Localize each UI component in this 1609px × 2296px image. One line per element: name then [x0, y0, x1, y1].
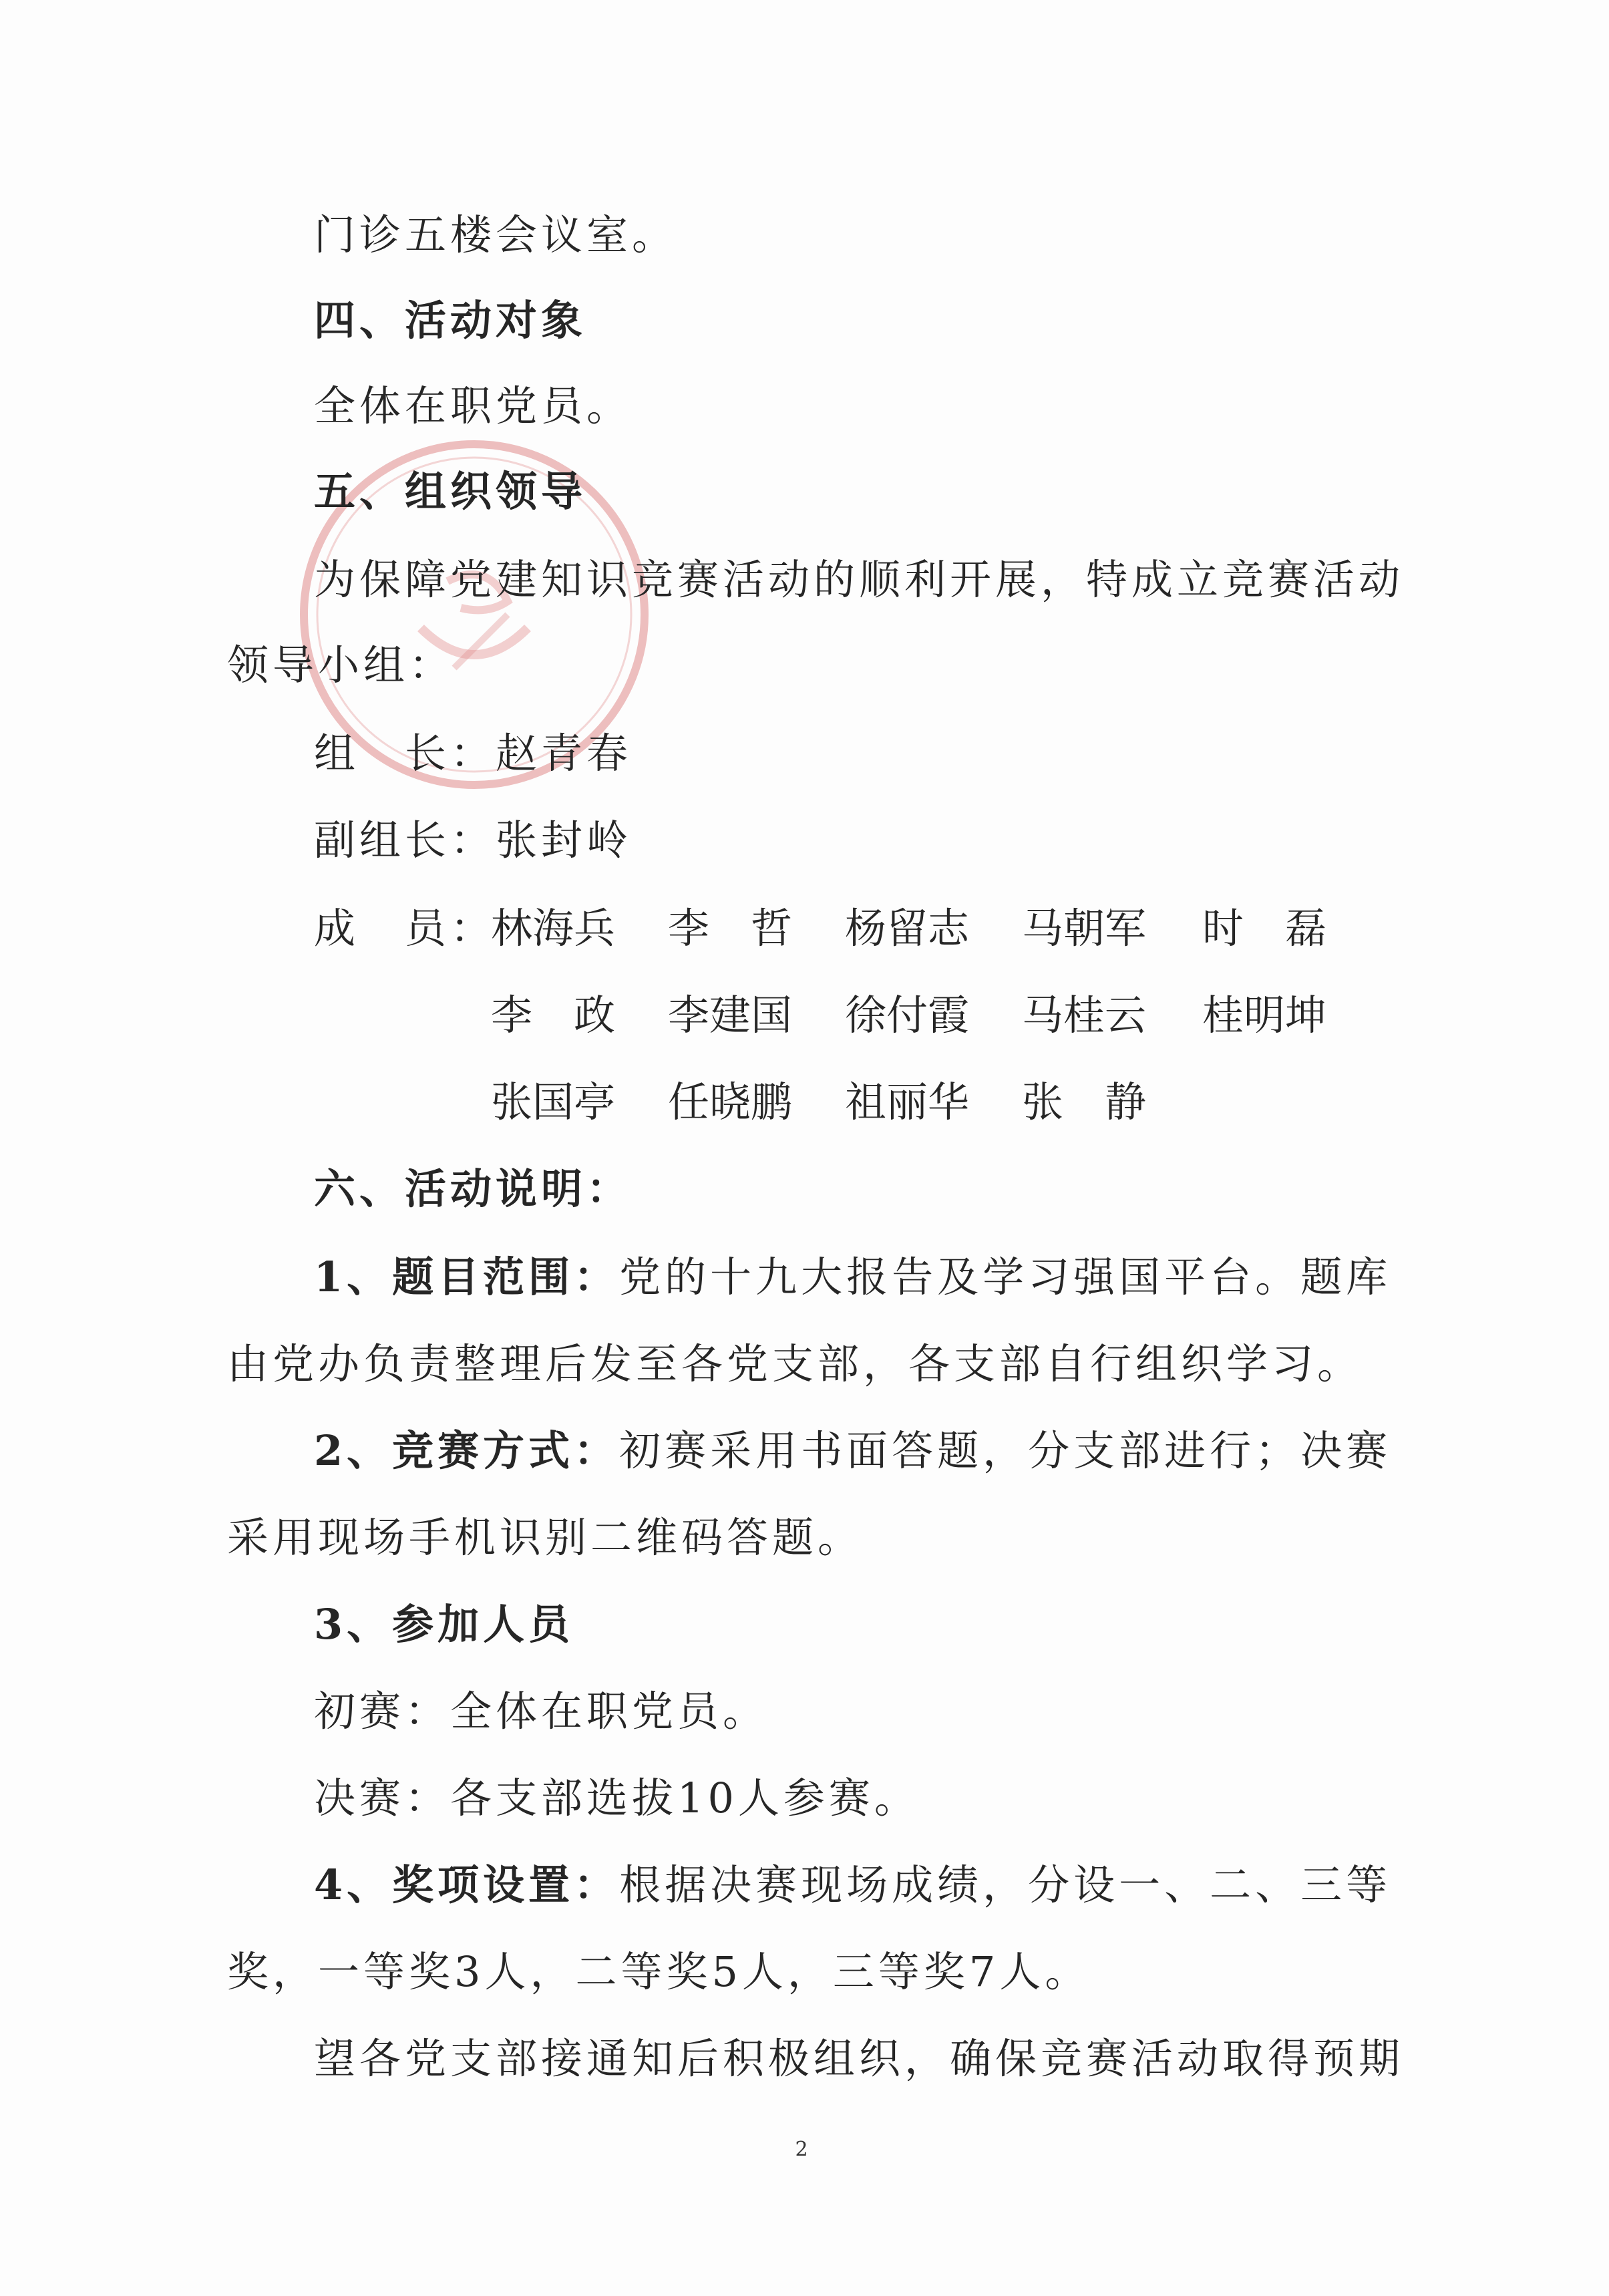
- text-line: [314, 1251, 1391, 1304]
- text-line: 望各党支部接通知后积极组织，确保竞赛活动取得预期: [314, 2034, 1405, 2083]
- member-name: 祖丽华: [845, 1078, 970, 1126]
- text-line: [314, 1858, 1391, 1912]
- item-label: 1、题目范围：: [314, 1253, 620, 1301]
- member-name: 任晓鹏: [668, 1078, 793, 1126]
- text-line: 由党办负责整理后发至各党支部，各支部自行组织学习。: [227, 1339, 1363, 1388]
- member-name: 徐付霞: [845, 991, 970, 1039]
- text-line: 为保障党建知识竞赛活动的顺利开展，特成立竞赛活动: [314, 555, 1405, 604]
- member-name: 马朝军: [1022, 904, 1147, 953]
- text-line: [314, 1424, 1391, 1478]
- member-name: 马桂云: [1022, 991, 1147, 1039]
- text-line: 初赛：全体在职党员。: [314, 1687, 769, 1736]
- member-name: 时 磊: [1202, 904, 1327, 953]
- item-text: 根据决赛现场成绩，分设一、二、三等: [619, 1860, 1392, 1909]
- page-number: 2: [795, 2138, 808, 2161]
- member-name: 林海兵: [491, 904, 616, 953]
- member-name: 张国亭: [491, 1078, 616, 1126]
- section-heading-audience: 四、活动对象: [314, 296, 587, 345]
- members-label: 成 员：: [314, 904, 496, 953]
- section-heading-leadership: 五、组织领导: [314, 467, 587, 516]
- text-line: 门诊五楼会议室。: [314, 210, 678, 259]
- item-label: 3、参加人员: [314, 1600, 574, 1649]
- item-text: 党的十九大报告及学习强国平台。题库: [619, 1253, 1392, 1301]
- member-name: 杨留志: [845, 904, 970, 953]
- member-name: 李建国: [668, 991, 793, 1039]
- text-line: 采用现场手机识别二维码答题。: [227, 1513, 864, 1562]
- member-name: 桂明坤: [1202, 991, 1327, 1039]
- text-line: 领导小组：: [227, 641, 455, 689]
- member-name: 李 哲: [668, 904, 793, 953]
- deputy-leader-line: 副组长：张封岭: [314, 816, 633, 864]
- text-line: 全体在职党员。: [314, 381, 633, 430]
- item-label: 4、奖项设置：: [314, 1860, 620, 1909]
- text-line: 奖，一等奖3人，二等奖5人，三等奖7人。: [227, 1947, 1091, 1996]
- item-text: 初赛采用书面答题，分支部进行；决赛: [619, 1426, 1392, 1475]
- text-line: 决赛：各支部选拔10人参赛。: [314, 1774, 920, 1822]
- leader-line: 组 长：赵青春: [314, 729, 633, 778]
- member-name: 张 静: [1022, 1078, 1147, 1126]
- section-heading-description: 六、活动说明：: [314, 1164, 633, 1213]
- member-name: 李 政: [491, 991, 616, 1039]
- item-label: 2、竞赛方式：: [314, 1426, 620, 1475]
